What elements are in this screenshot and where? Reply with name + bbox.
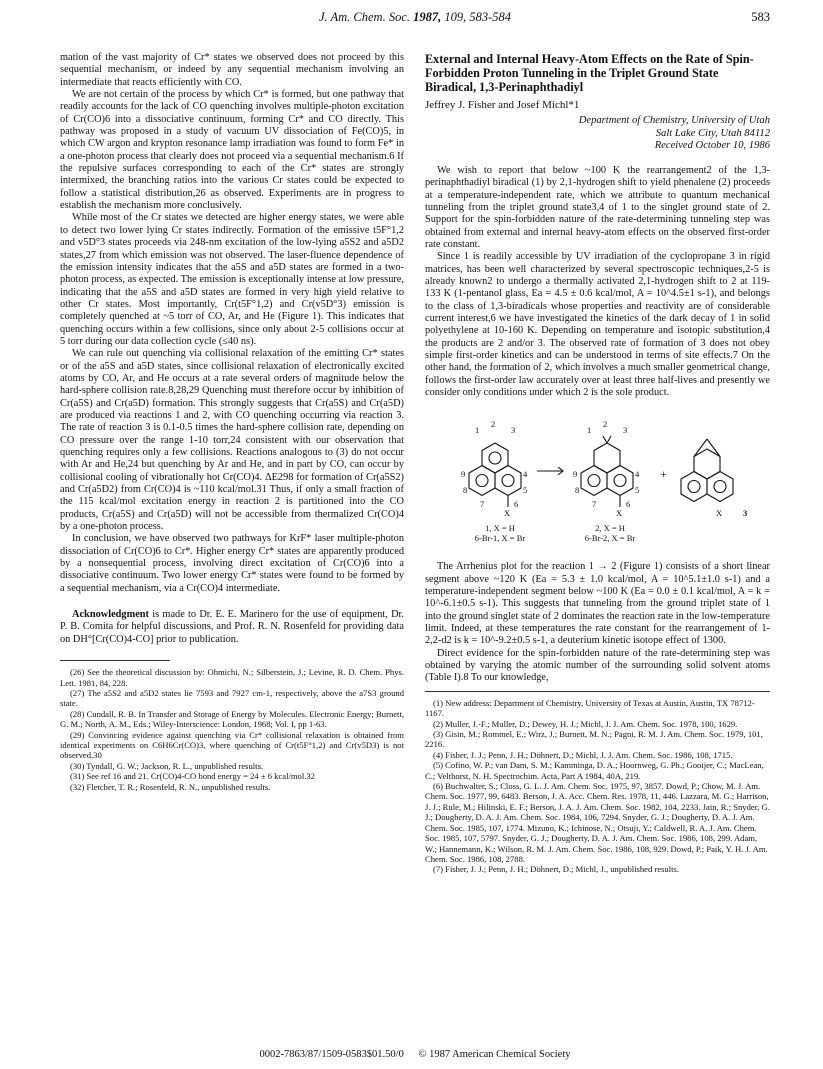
affiliation-city: Salt Lake City, Utah 84112 — [655, 127, 770, 139]
footer-copyright: © 1987 American Chemical Society — [418, 1049, 571, 1060]
reaction-scheme — [425, 407, 770, 557]
acknowledgment-heading: Acknowledgment — [72, 609, 150, 621]
position-label: 1 — [475, 425, 480, 436]
position-label: 2 — [491, 419, 496, 430]
footnote: (27) The a5S2 and a5D2 states lie 7593 and 7927 cm-1, respectively, above the a7S3 ground state. — [60, 687, 404, 709]
paragraph: Direct evidence for the spin-forbidden nature of the rate-determining step was obtained by varying the atomic number of the surrounding solid solvent atoms (Table I).8 To our knowledge, — [425, 647, 770, 684]
position-label: 3 — [623, 425, 628, 436]
references — [425, 698, 770, 875]
footer-code: 0002-7863/87/1509-0583$01.50/0 — [259, 1049, 404, 1060]
reference-rule — [425, 691, 770, 692]
affiliation — [425, 115, 770, 153]
structure-2 — [581, 436, 633, 510]
position-label: 6 — [514, 499, 519, 510]
running-header — [60, 8, 770, 30]
footnote: (30) Tyndall, G. W.; Jackson, R. L., unpublished results. — [70, 760, 264, 771]
article-authors: Jeffrey J. Fisher and Josef Michl*1 — [425, 99, 580, 111]
caption-2: 2, X = H 6-Br-2, X = Br — [584, 523, 636, 544]
position-label: 8 — [463, 485, 468, 496]
footnotes — [60, 667, 404, 792]
page-number: 583 — [751, 10, 770, 24]
paragraph: In conclusion, we have observed two pathways for KrF* laser multiple-photon dissociation of Cr(CO)6 to Cr*. Higher energy Cr* states are apparently produced by a nonsequential process, involving direct excitation of Cr(CO)6 into a dissociative continuum. Two lower energy Cr* states were found to be formed by a sequential mechanism, via a Cr(CO)4 intermediate. — [60, 533, 404, 594]
footnote: (32) Fletcher, T. R.; Rosenfeld, R. N., unpublished results. — [70, 781, 271, 792]
structure-3 — [681, 439, 733, 502]
position-label: 3 — [511, 425, 516, 436]
position-label: 2 — [603, 419, 608, 430]
position-label: 4 — [635, 469, 640, 480]
journal-citation: J. Am. Chem. Soc. 1987, 109, 583-584 — [318, 10, 512, 24]
position-label: 1 — [587, 425, 592, 436]
left-column — [60, 52, 404, 792]
reference: (1) New address: Department of Chemistry, University of Texas at Austin, Austin, TX 78712-1167. — [425, 697, 755, 719]
position-label: 4 — [523, 469, 528, 480]
paragraph: We wish to report that below ~100 K the rearrangement2 of the 1,3-perinaphthadiyl biradical (1) by 2,1-hydrogen shift to yield phenalene (2) proceeds at a temperature-independent rate, which we attribute to quantum mechanical tunneling from the triplet ground state3,4 of 1 to the singlet ground state of 2. Support for the spin-forbidden nature of the rate-determining tunneling step was obtained from external and internal heavy-atom effects on the observed first-order rate constant. — [425, 164, 770, 250]
caption-1: 1, X = H 6-Br-1, X = Br — [474, 523, 526, 544]
article-title: External and Internal Heavy-Atom Effects on the Rate of Spin-Forbidden Proton Tunneling in the Triplet Ground State Biradical, 1,3-Perinaphthadiyl — [425, 52, 754, 94]
position-label: 9 — [573, 469, 578, 480]
reference: (6) Buchwalter, S.; Closs, G. L. J. Am. Chem. Soc. 1975, 97, 3857. Dowd, P.; Chow, M. J. Am. Chem. Soc. 1977, 99, 6483. Berson, J. A. Acc. Chem. Res. 1978, 11, 446. Lazzara, M. G.; Harrison, J. J.; Rule, M.; Hilinski, E. F.; Berson, J. A. J. Am. Chem. Soc. 1982, 104, 2233. Jain, R.; Snyder, G. J.; Dougherty, D. A. J. Am. Chem. Soc. 1984, 106, 7294. Snyder, G. J.; Dougherty, D. A. J. Am. Chem. Soc. 1985, 107, 1774. Mizuno, K.; Ichinose, N.; Otsuji, Y.; Caldwell, R. A. J. Am. Chem. Soc. 1985, 107, 5797. Snyder, G. J.; Dougherty, D. A. J. Am. Chem. Soc. 1986, 108, 299. Adam, W.; Hannemann, K.; Wilson, R. M. J. Am. Chem. Soc. 1986, 108, 929. Dowd, P.; Paik, Y. H. J. Am. Chem. Soc. 1986, 108, 2788. — [425, 781, 770, 864]
plus-sign: + — [660, 467, 667, 482]
reference: (5) Cofino, W. P.; van Dam, S. M.; Kamminga, D. A.; Hoornweg, G. Ph.; Gooijer, C.; MacLean, C.; Velthorst, N. H. Spectrochim. Acta, Part A 1984, 40A, 219. — [425, 760, 764, 781]
position-label: 8 — [575, 485, 580, 496]
paragraph: Since 1 is readily accessible by UV irradiation of the cyclopropane 3 in rigid matrices, has been well characterized by several spectroscopic techniques,2-5 is already known2 to undergo a thermally activated 2,1-hydrogen shift to 2 at 119-133 K (1-pentanol glass, Ea = 4.5 ± 0.6 kcal/mol, A = 10^4.5±1 s-1), and belongs to the class of 1,3-biradicals whose properties and reactivity are of considerable current interest,6 we have investigated the kinetics of the dark decay of 1 in solid polyethylene at 10-160 K. Depending on temperature and isotopic substitution,4 the products are 2 and/or 3. The observed rate of formation of 3 does not obey simple first-order kinetics and can be understood in terms of site effects.7 On the other hand, the formation of 2, which involves a much smaller geometrical change, follows the first-order law accurately over at least three half-lives and presently we consider only conditions under which 2 is the sole product. — [425, 251, 770, 399]
footnote: (28) Cundall, R. B. In Transfer and Storage of Energy by Molecules. Electronic Energy; Burnett, G. M.; North, A. M., Eds.; Wiley-Interscience: London, 1968; Vol. I, pp 1-63. — [60, 708, 404, 730]
reference: (4) Fisher, J. J.; Penn, J. H.; Döhnert, D.; Michl, J. J. Am. Chem. Soc. 1986, 108, 1715. — [433, 749, 733, 760]
reference: (2) Muller, J.-F.; Muller, D.; Dewey, H. J.; Michl, J. J. Am. Chem. Soc. 1978, 100, 1629. — [433, 718, 738, 729]
right-column — [425, 52, 770, 875]
paragraph: mation of the vast majority of Cr* states we observed does not proceed by this sequential mechanism, or indeed by any sequential mechanism involving an intermediate that reacts efficiently with CO. — [60, 52, 404, 88]
paragraph: We are not certain of the process by which Cr* is formed, but one pathway that readily accounts for the lack of CO quenching involves multiple-photon excitation of Cr(CO)6 into a dissociative continuum, forming Cr* and CO directly. This pathway was proposed in a study of vacuum UV dissociation of Fe(CO)5, in which CW argon and krypton resonance lamp irradiation was found to form Fe* in a one-photon process that clearly does not proceed via a sequential mechanism.6 If the repulsive surfaces corresponding to each of the Cr* states are strongly intermixed, the branching ratios into the various Cr states could be expected to follow a statistical distribution,26 as observed. Experiments are in progress to establish the mechanism more conclusively. — [60, 89, 404, 212]
footnote-rule — [60, 660, 170, 661]
paragraph: We can rule out quenching via collisional relaxation of the emitting Cr* states or of the a5S and a5D states, since collisional relaxation of electronically excited atoms by CO, Ar, and He occurs at a rate several orders of magnitude below the hard-sphere collision rate.8,28,29 Quenching must therefore occur by inhibition of Cr(a5S) and Cr(a5D) formation. This strongly suggests that Cr(a5S) and Cr(a5D) are produced via reactions 1 and 2, with CO quenching occurring via reaction 3. The rate of reaction 3 is 0.1-0.5 times the hard-sphere collision rate, depending on CO pressure over the range 1-10 torr,24 consistent with our observation that quenching requires only a few collisions. Reactions analogous to (3) do not occur with Ar and He,24 but quenching by Ar and He, and in part by CO, can occur by collisional cooling of vibrationally hot Cr(CO)4. ΔE298 for formation of Cr(a5S2) and Cr(a5D2) from Cr(CO)4 is ~110 kcal/mol.31 Thus, if only a small fraction of the 115 kcal/mol excitation energy in reaction 2 is partitioned into the CO products, Cr(a5S) and Cr(a5D) will not be accessible from thermalized Cr(CO)4 by a one-photon process. — [60, 348, 404, 533]
position-label: 7 — [480, 499, 485, 510]
acknowledgment-body: is made to Dr. E. E. Marinero for the use of equipment, Dr. P. B. Comita for helpful discussions, and Prof. R. N. Rosenfeld for providing data on DH°[Cr(CO)4-CO] prior to publication. — [60, 609, 404, 645]
footnote: (26) See the theoretical discussion by: Ohmichi, N.; Silberstein, J.; Levine, R. D. Chem. Phys. Lett. 1981, 84, 228. — [60, 667, 404, 688]
paragraph: While most of the Cr states we detected are higher energy states, we were able to detect two lower lying Cr states indirectly. Formation of the emissive t5F°1,2 and v5D°3 states proceeds via 248-nm excitation of the low-lying a5S2 and a5D2 states,27 from which emission was not observed. The laser-fluence dependence of the emission intensity indicates that the a5S and a5D states are formed in a two-photon process, as expected. The emission is exceptionally intense at low pressure, indicating that the a5S and a5D states are formed in very high yield relative to other Cr states. Most importantly, Cr(t5F°1,2) and Cr(v5D°3) emission is completely quenched at ~5 torr of CO, Ar, and He (Figure 1). This indicates that quenching occurs within a few collisions, since only about 2-5 collisions occur at 5 torr during our data collection cycle (≤40 ns). — [60, 212, 404, 347]
paragraph: The Arrhenius plot for the reaction 1 → 2 (Figure 1) consists of a short linear segment above ~120 K (Ea = 5.3 ± 1.0 kcal/mol, A = 10^5.1±1.0 s-1) and a temperature-independent segment below ~100 K (Ea = 0.0 ± 0.1 kcal/mol, A = k = 10^-6.1±0.5 s-1). This suggests that tunneling from the ground triplet state of 1 into the ground singlet state of 2 dominates the reaction rate in the low-temperature limit. Indeed, at these temperatures the rate constant for the rearrangement of 1-2,2-d2 is k = 10^-9.2±0.5 s-1, a deuterium kinetic isotope effect of 1300. — [425, 561, 770, 647]
affiliation-dept: Department of Chemistry, University of Utah — [578, 115, 770, 127]
footnote: (29) Convincing evidence against quenching via Cr* collisional relaxation is obtained from identical experiments on C6H6Cr(CO)3, where quenching of Cr(t5F°1,2) and Cr(v5D3) is not observed.30 — [60, 729, 404, 761]
position-label: 6 — [626, 499, 631, 510]
substituent-x: X — [616, 508, 623, 519]
position-label: 7 — [592, 499, 597, 510]
acknowledgment — [60, 609, 404, 646]
structure-1 — [469, 443, 521, 510]
substituent-x: X — [504, 508, 511, 519]
position-label: 5 — [635, 485, 640, 496]
reference: (3) Gisin, M.; Rommel, E.; Wirz, J.; Burnett, M. N.; Pagni, R. M. J. Am. Chem. Soc. 1979, 101, 2216. — [425, 729, 763, 750]
footnote: (31) See ref 16 and 21. Cr(CO)4-CO bond energy = 24 ± 6 kcal/mol.32 — [70, 771, 315, 782]
reference: (7) Fisher, J. J.; Penn, J. H.; Döhnert, D.; Michl, J., unpublished results. — [433, 864, 680, 875]
position-label: 5 — [523, 485, 528, 496]
page-footer — [60, 1049, 770, 1060]
received-date: Received October 10, 1986 — [654, 140, 770, 152]
position-label: 9 — [461, 469, 466, 480]
caption-3: 3 — [743, 508, 748, 519]
substituent-x: X — [716, 508, 723, 519]
